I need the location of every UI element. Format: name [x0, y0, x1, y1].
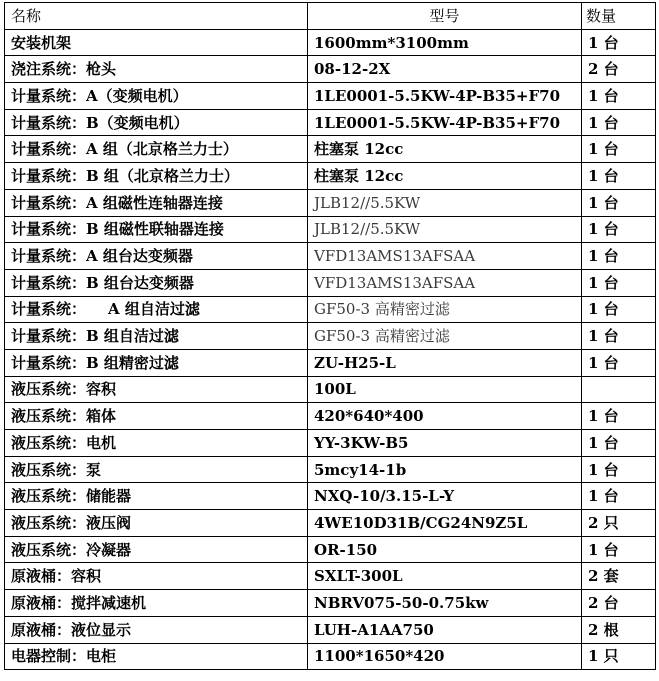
item-qty: 1 台 — [582, 189, 656, 216]
table-row — [5, 296, 656, 323]
item-name-cell — [5, 563, 308, 590]
item-qty: 1 台 — [582, 109, 656, 136]
item-name: 液压系统：储能器 — [11, 487, 132, 506]
item-name-cell — [5, 323, 308, 350]
item-name: 计量系统：B 组磁性联轴器连接 — [11, 220, 224, 239]
table-row — [5, 216, 656, 243]
item-model: JLB12//5.5KW — [308, 189, 582, 216]
table-row — [5, 109, 656, 136]
item-name: 原液桶：搅拌减速机 — [11, 593, 147, 612]
item-name-cell — [5, 349, 308, 376]
item-qty: 1 台 — [582, 163, 656, 190]
table-row — [5, 616, 656, 643]
item-model: 100L — [308, 376, 582, 403]
item-qty: 2 根 — [582, 616, 656, 643]
item-qty: 2 套 — [582, 563, 656, 590]
item-name: 计量系统：B 组精密过滤 — [11, 353, 179, 372]
item-model: 08-12-2X — [308, 56, 582, 83]
item-model: 1100*1650*420 — [308, 643, 582, 670]
table-row — [5, 163, 656, 190]
item-name-cell — [5, 269, 308, 296]
table-row — [5, 269, 656, 296]
item-qty: 1 台 — [582, 483, 656, 510]
item-name-cell — [5, 483, 308, 510]
item-name-cell — [5, 430, 308, 457]
table-row — [5, 483, 656, 510]
item-model: YY-3KW-B5 — [308, 430, 582, 457]
item-qty: 1 台 — [582, 430, 656, 457]
item-model: ZU-H25-L — [308, 349, 582, 376]
equipment-spec-sheet — [4, 2, 656, 670]
table-row — [5, 563, 656, 590]
table-row — [5, 29, 656, 56]
item-qty — [582, 376, 656, 403]
item-model: NXQ-10/3.15-L-Y — [308, 483, 582, 510]
item-qty: 1 台 — [582, 536, 656, 563]
item-name: 计量系统： — [11, 300, 87, 319]
header-qty: 数量 — [582, 3, 656, 30]
item-model: 1LE0001-5.5KW-4P-B35+F70 — [308, 83, 582, 110]
item-model: 柱塞泵 12cc — [308, 136, 582, 163]
item-name: 计量系统：B 组台达变频器 — [11, 273, 194, 292]
item-model: OR-150 — [308, 536, 582, 563]
item-qty: 1 台 — [582, 216, 656, 243]
item-qty: 2 只 — [582, 510, 656, 537]
item-model: 5mcy14-1b — [308, 456, 582, 483]
item-model: VFD13AMS13AFSAA — [308, 243, 582, 270]
table-row — [5, 643, 656, 670]
item-name: 计量系统：A 组（北京格兰力士） — [11, 140, 238, 159]
item-name-cell — [5, 136, 308, 163]
table-row — [5, 323, 656, 350]
item-model: GF50-3 高精密过滤 — [308, 296, 582, 323]
table-row — [5, 590, 656, 617]
table-row — [5, 136, 656, 163]
item-model: VFD13AMS13AFSAA — [308, 269, 582, 296]
item-name-cell — [5, 456, 308, 483]
item-model: SXLT-300L — [308, 563, 582, 590]
table-header-row — [5, 3, 656, 30]
item-model: GF50-3 高精密过滤 — [308, 323, 582, 350]
item-qty: 1 台 — [582, 83, 656, 110]
item-name: 计量系统：B 组（北京格兰力士） — [11, 166, 239, 185]
table-row — [5, 56, 656, 83]
item-name-cell — [5, 83, 308, 110]
item-qty: 1 台 — [582, 269, 656, 296]
header-name: 名称 — [5, 3, 308, 30]
item-name-cell — [5, 163, 308, 190]
item-qty: 1 台 — [582, 323, 656, 350]
table-row — [5, 456, 656, 483]
item-model: 柱塞泵 12cc — [308, 163, 582, 190]
item-name: 液压系统：泵 — [11, 460, 102, 479]
item-qty: 1 台 — [582, 349, 656, 376]
item-name: 原液桶：液位显示 — [11, 620, 132, 639]
item-qty: 1 台 — [582, 403, 656, 430]
item-name-cell — [5, 216, 308, 243]
item-model: NBRV075-50-0.75kw — [308, 590, 582, 617]
item-model: 1LE0001-5.5KW-4P-B35+F70 — [308, 109, 582, 136]
item-name-cell — [5, 296, 308, 323]
item-name: 电器控制：电柜 — [11, 647, 117, 666]
equipment-spec-table — [4, 2, 656, 670]
item-name: 计量系统：A 组台达变频器 — [11, 247, 193, 266]
item-name: 计量系统：B 组自洁过滤 — [11, 327, 179, 346]
item-qty: 2 台 — [582, 590, 656, 617]
table-row — [5, 189, 656, 216]
table-row — [5, 536, 656, 563]
item-name: 液压系统：电机 — [11, 433, 117, 452]
item-name: 液压系统：容积 — [11, 380, 117, 399]
item-qty: 1 只 — [582, 643, 656, 670]
item-name-detail: A 组自洁过滤 — [108, 300, 200, 319]
item-name: 浇注系统：枪头 — [11, 60, 117, 79]
table-row — [5, 376, 656, 403]
item-name: 液压系统：液压阀 — [11, 513, 132, 532]
item-name-cell — [5, 376, 308, 403]
table-row — [5, 83, 656, 110]
item-qty: 1 台 — [582, 243, 656, 270]
item-qty: 2 台 — [582, 56, 656, 83]
table-row — [5, 510, 656, 537]
table-row — [5, 430, 656, 457]
item-name-cell — [5, 643, 308, 670]
item-name-cell — [5, 109, 308, 136]
item-name: 液压系统：冷凝器 — [11, 540, 132, 559]
item-name-cell — [5, 56, 308, 83]
item-name: 安装机架 — [11, 33, 72, 52]
item-model: 4WE10D31B/CG24N9Z5L — [308, 510, 582, 537]
table-row — [5, 349, 656, 376]
item-name-cell — [5, 29, 308, 56]
item-name-cell — [5, 189, 308, 216]
table-row — [5, 403, 656, 430]
item-name-cell — [5, 403, 308, 430]
header-model: 型号 — [308, 3, 582, 30]
item-qty: 1 台 — [582, 296, 656, 323]
item-name-cell — [5, 536, 308, 563]
item-name: 计量系统：A（变频电机） — [11, 86, 188, 105]
item-qty: 1 台 — [582, 29, 656, 56]
item-model: 1600mm*3100mm — [308, 29, 582, 56]
item-name: 液压系统：箱体 — [11, 407, 117, 426]
item-name: 计量系统：B（变频电机） — [11, 113, 189, 132]
table-body — [5, 29, 656, 670]
item-name-cell — [5, 510, 308, 537]
item-qty: 1 台 — [582, 136, 656, 163]
item-qty: 1 台 — [582, 456, 656, 483]
item-name-cell — [5, 243, 308, 270]
item-name: 计量系统：A 组磁性连轴器连接 — [11, 193, 223, 212]
item-name: 原液桶：容积 — [11, 567, 102, 586]
item-name-cell — [5, 590, 308, 617]
table-row — [5, 243, 656, 270]
item-model: 420*640*400 — [308, 403, 582, 430]
item-model: LUH-A1AA750 — [308, 616, 582, 643]
item-name-cell — [5, 616, 308, 643]
item-model: JLB12//5.5KW — [308, 216, 582, 243]
